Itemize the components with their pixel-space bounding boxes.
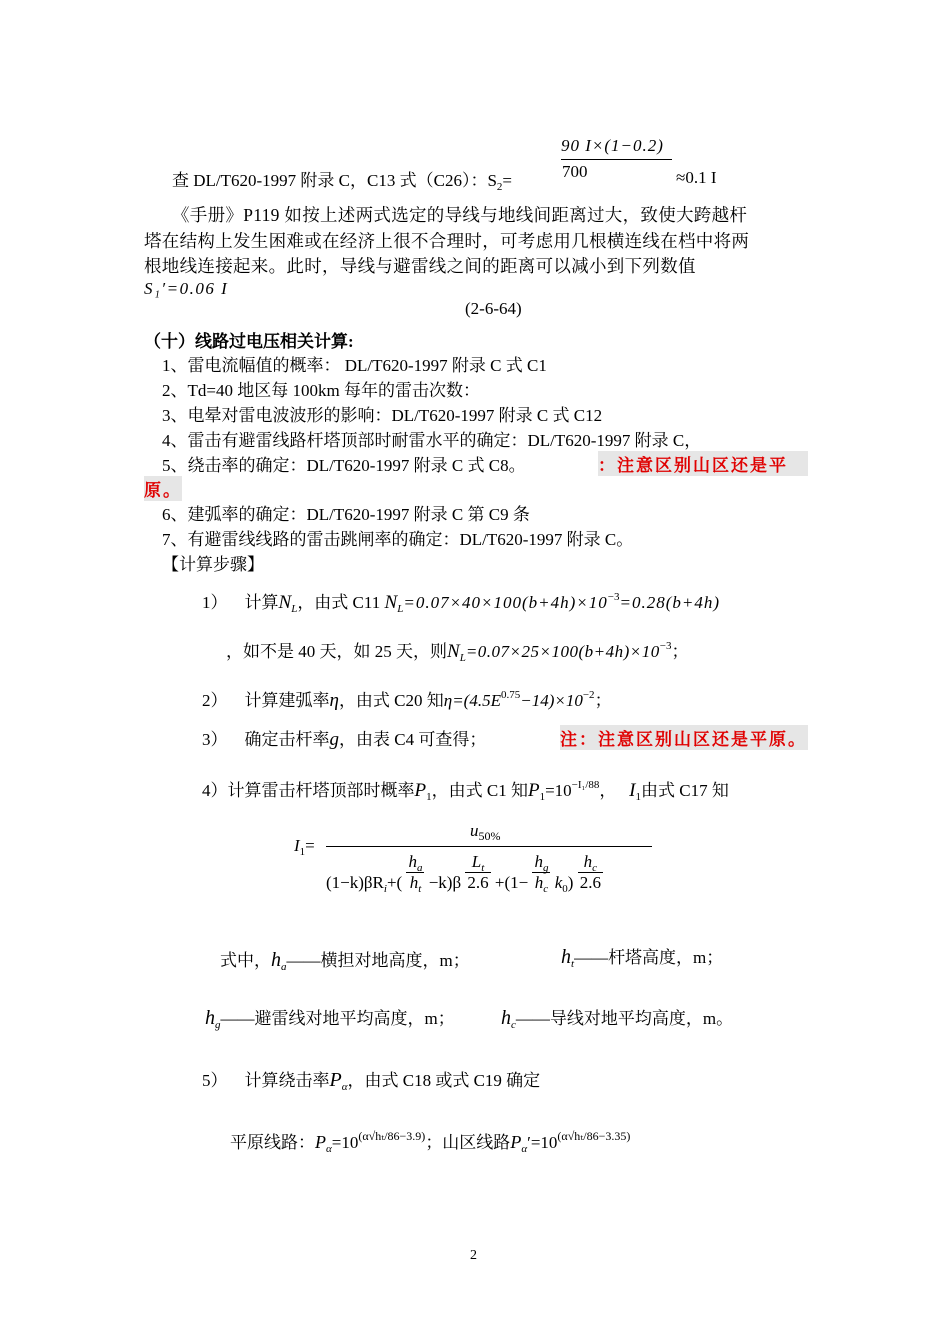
s1-formula: S₁′=0.06 I — [144, 279, 229, 298]
definition-hc: $h_c——$导线对地平均高度，m。 — [501, 1007, 734, 1031]
s2-numerator: 90 I×(1−0.2) — [561, 136, 664, 155]
item-3: 3、电晕对雷电波波形的影响：DL/T620-1997 附录 C 式 C12 — [162, 406, 603, 425]
i1-numerator: $u_{50\%}$ — [470, 821, 501, 843]
s2-approx: ≈0.1 I — [676, 168, 717, 187]
item-6: 6、建弧率的确定：DL/T620-1997 附录 C 第 C9 条 — [162, 505, 530, 524]
i1-denominator: $(1-k)\beta R_i+$( $\frac{h_a}{h_t}$ −k)β $\frac{L_t}{2.6}$ +(1− $\frac{h_g}{h_c}$ $k_0$) $\frac{h_c}{2.6}$ — [326, 852, 601, 896]
page-number: 2 — [470, 1248, 477, 1263]
step-3-note: 注：注意区别山区还是平原。 — [560, 725, 808, 750]
steps-title: 【计算步骤】 — [162, 555, 264, 574]
formula-number: (2-6-64) — [465, 299, 522, 318]
handbook-line-2: 塔在结构上发生困难或在经济上很不合理时，可考虑用几根横连线在档中将两 — [144, 231, 750, 251]
definition-hg: $h_g——$避雷线对地平均高度，m； — [205, 1007, 455, 1031]
item-2: 2、Td=40 地区每 100km 每年的雷击次数： — [162, 381, 480, 400]
step-3-line: 3） 确定击杆率g，由表 C4 可查得； — [202, 729, 487, 750]
handbook-line-1: 《手册》P119 如按上述两式选定的导线与地线间距离过大，致使大跨越杆 — [172, 205, 748, 225]
handbook-line-3: 根地线连接起来。此时，导线与避雷线之间的距离可以减小到下列数值 — [144, 256, 696, 276]
item-7: 7、有避雷线线路的雷击跳闸率的确定：DL/T620-1997 附录 C。 — [162, 530, 634, 549]
s2-formula-line: 查 DL/T620-1997 附录 C，C13 式（C26）：$S_2=$ — [172, 171, 512, 193]
definition-ha: 式中，$h_a——$横担对地高度，m； — [220, 949, 470, 973]
item-5-note-cont: 原。 — [144, 476, 182, 501]
definition-ht: $h_t——$杆塔高度，m； — [561, 946, 724, 970]
step-4-line: 4）计算雷击杆塔顶部时概率$P_1$，由式 C1 知$P_1=10^{-I_1/88}$， $I_1$由式 C17 知 — [202, 779, 729, 803]
item-1: 1、雷电流幅值的概率： DL/T620-1997 附录 C 式 C1 — [162, 356, 547, 375]
item-4: 4、雷击有避雷线路杆塔顶部时耐雷水平的确定：DL/T620-1997 附录 C， — [162, 431, 702, 450]
step-1-line-2: ，如不是 40 天，如 25 天，则$N_L=0.07\times 25\times 100(b+4h)\times 10^{-3}$； — [226, 640, 689, 664]
step-5-line: 5） 计算绕击率$P_\alpha$，由式 C18 或式 C19 确定 — [202, 1069, 541, 1093]
step-1-line: 1） 计算$N_L$，由式 C11 $N_L=0.07\times 40\times 100(b+4h)\times 10^{-3}=0.28(b+4h)$ — [202, 591, 721, 615]
s2-fraction-bar — [561, 159, 672, 160]
i1-lhs: $I_1=$ — [294, 836, 315, 858]
step-2-line: 2） 计算建弧率η，由式 C20 知$\eta=(4.5E^{0.75}-14)\times 10^{-2}$； — [202, 689, 612, 711]
i1-fraction-bar — [326, 846, 652, 847]
step-5-formulas: 平原线路：$P_\alpha=10^{(\alpha√h_t/86-3.9)}$；山区线路$P_\alpha'=10^{(\alpha√h_t/86-3.35)}$ — [230, 1129, 631, 1155]
item-5: 5、绕击率的确定：DL/T620-1997 附录 C 式 C8。 — [162, 456, 526, 475]
s2-denominator: 700 — [562, 162, 588, 181]
section-title: （十）线路过电压相关计算: — [144, 332, 354, 351]
item-5-note: ：注意区别山区还是平 — [598, 451, 808, 476]
